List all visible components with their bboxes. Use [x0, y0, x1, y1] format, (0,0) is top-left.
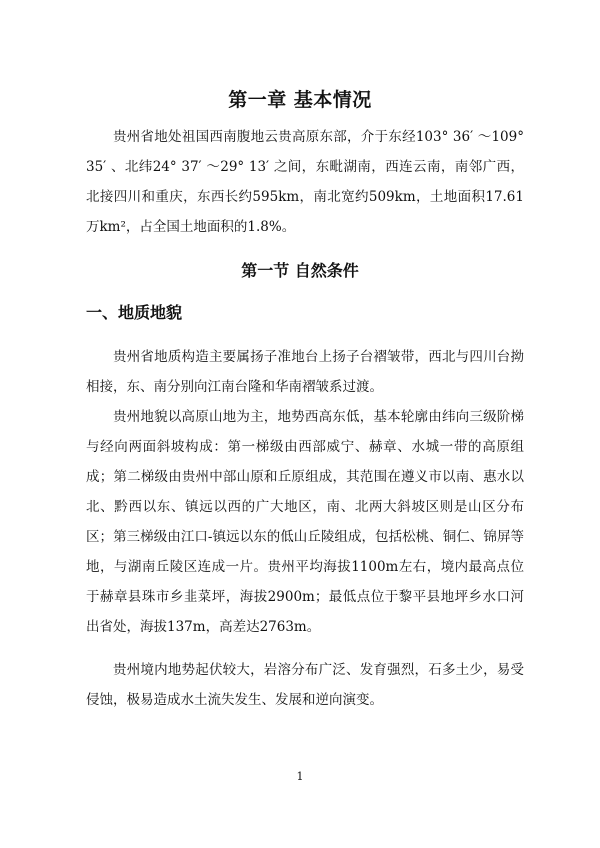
subsection-title: 一、地质地貌 [86, 303, 183, 322]
body-paragraph: 贵州境内地势起伏较大，岩溶分布广泛、发育强烈，石多土少，易受侵蚀，极易造成水土流失发生、发展和逆向演变。 [86, 662, 524, 708]
section-title: 第一节 自然条件 [241, 261, 359, 280]
chapter-title: 第一章 基本情况 [228, 89, 372, 111]
body-paragraph: 贵州省地质构造主要属扬子准地台上扬子台褶皱带，西北与四川台拗相接，东、南分别向江南台隆和华南褶皱系过渡。 [86, 349, 524, 395]
page-number: 1 [296, 770, 304, 783]
body-paragraph: 贵州地貌以高原山地为主，地势西高东低，基本轮廓由纬向三级阶梯与经向两面斜坡构成：第一梯级由西部威宁、赫章、水城一带的高原组成；第二梯级由贵州中部山原和丘原组成，其范围在遵义市以南、惠水以北、黔西以东、镇远以西的广大地区，南、北两大斜坡区则是山区分布区；第三梯级由江口-镇远以东的低山丘陵组成，包括松桃、铜仁、锦屏等地，与湖南丘陵区连成一片。贵州平均海拔1100m左右，境内最高点位于赫章县珠市乡韭菜坪，海拔2900m；最低点位于黎平县地坪乡水口河出省处，海拔137m，高差达2763m。 [86, 409, 524, 635]
intro-paragraph: 贵州省地处祖国西南腹地云贵高原东部，介于东经103° 36′ ～109° 35′ 、北纬24° 37′ ～29° 13′ 之间，东毗湖南，西连云南，南邻广西，北接四川和重庆，东西长约595km，南北宽约509km，土地面积17.61万km²，占全国土地面积的1.8%。 [86, 129, 524, 235]
